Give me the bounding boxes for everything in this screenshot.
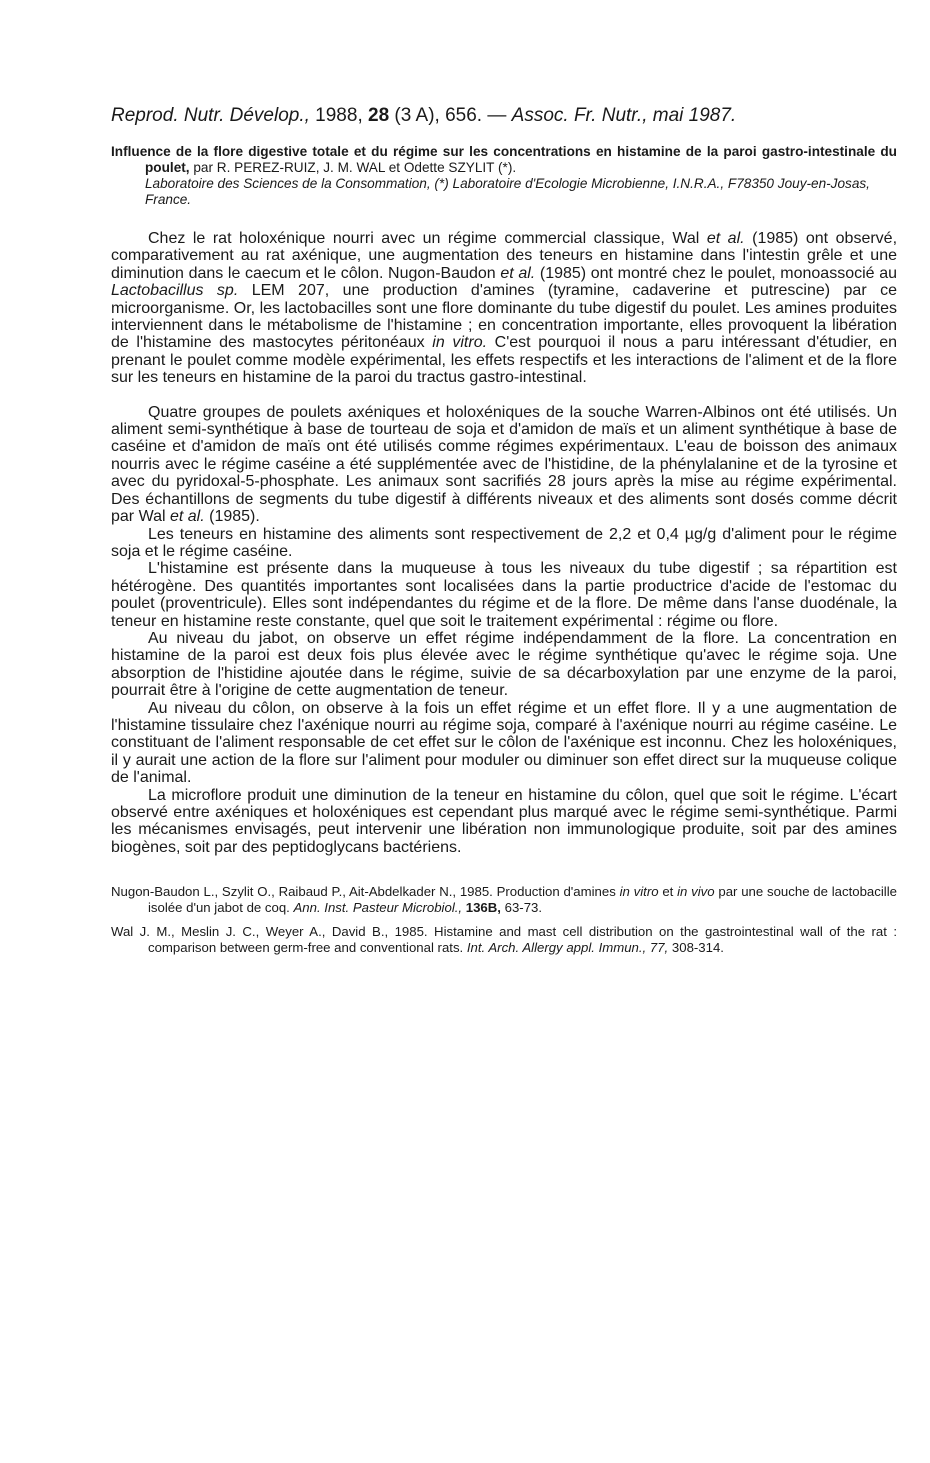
p2-text-c: (1985). (209, 508, 260, 526)
ref2-journal: Int. Arch. Allergy appl. Immun., (466, 940, 647, 956)
ref1-in-vitro: in vitro (619, 884, 659, 900)
paragraph-5: Au niveau du jabot, on observe un effet régime indépendamment de la flore. La concentration en histamine de la paroi est deux fois plus élevée avec le régime synthétique qu'avec le régime soja. Une absorption de l'histidine ajoutée dans le régime, suivie de sa décarboxylation par une enzyme de la paroi, pourrait être à l'origine de cette augmentation de teneur. (111, 629, 897, 700)
header-dash: — (487, 105, 507, 126)
p1-text-i: C'est pourquoi il nous a paru intéressant d'étudier, en prenant le poulet comme modèle expérimental, les effets respectifs et les interactions de l'aliment et de la flore sur les teneurs en histamine de la paroi du tractus gastro-intestinal. (111, 334, 898, 387)
p1-etal-2: et al. (500, 264, 536, 282)
paragraph-2 (111, 404, 897, 526)
meeting-name: Assoc. Fr. Nutr., mai 1987. (511, 105, 737, 126)
ref1-journal: Ann. Inst. Pasteur Microbiol., (293, 900, 463, 916)
journal-volume: 28 (368, 105, 390, 126)
ref2-volume: 77, (649, 940, 669, 956)
ref1-volume: 136B, (465, 900, 501, 916)
journal-name: Reprod. Nutr. Dévelop., (111, 105, 310, 126)
p2-text-a: Quatre groupes de poulets axéniques et holoxéniques de la souche Warren-Albinos ont été utilisés. Un aliment semi-synthétique à base de tourteau de soja et d'amidon de maïs et un aliment synthétique à base de caséine et d'amidon de maïs ont été utilisés comme régimes expérimentaux. L'eau de boisson des animaux nourris avec le régime caséine a été supplémentée avec de l'histidine, de la phénylalanine et de la tyrosine et avec du pyridoxal-5-phosphate. Les animaux sont sacrifiés 28 jours après la mise au régime expérimental. Des échantillons de segments du tube digestif à différents niveaux et des aliments sont dosés comme décrit par Wal (111, 403, 897, 526)
p1-species: Lactobacillus sp. (111, 282, 239, 300)
reference-1 (111, 884, 897, 916)
p1-text-a: Chez le rat holoxénique nourri avec un régime commercial classique, Wal (148, 230, 700, 247)
ref1-pages: 63-73. (504, 900, 543, 916)
ref1-authors: Nugon-Baudon L., Szylit O., Raibaud P., Ait-Abdelkader N., 1985. Production d'amines (111, 884, 616, 900)
paragraph-7: La microflore produit une diminution de la teneur en histamine du côlon, quel que soit le régime. L'écart observé entre axéniques et holoxéniques est cependant plus marqué avec le régime semi-synthétique. Parmi les mécanismes envisagés, peut intervenir une libération non immunologique produite, soit par des amines biogènes, soit par des peptidoglycans bactériens. (111, 786, 897, 856)
p1-in-vitro: in vitro. (432, 334, 488, 352)
page (111, 104, 897, 964)
journal-header (111, 104, 897, 128)
journal-year: 1988, (315, 105, 363, 126)
p1-text-g: LEM 207, une production d'amines (tyramine, cadaverine et putrescine) par ce microorganisme. Or, les lactobacilles sont une flore dominante du tube digestif du poulet. Les amines produites interviennent dans le métabolisme de l'histamine ; en concentration importante, elles provoquent la libération de l'histamine des mastocytes péritonéaux (111, 282, 897, 352)
ref1-in-vivo: in vivo (677, 884, 715, 900)
article-affiliation: Laboratoire des Sciences de la Consommation, (*) Laboratoire d'Ecologie Microbienne, I.N.R.A., F78350 Jouy-en-Josas, France. (145, 176, 870, 207)
paragraph-4: L'histamine est présente dans la muqueuse à tous les niveaux du tube digestif ; sa répartition est hétérogène. Des quantités importantes sont localisées dans la partie productrice d'acide de l'estomac du poulet (proventricule). Elles sont indépendantes du régime et de la flore. De même dans l'anse duodénale, la teneur en histamine reste constante, quel que soit le traitement expérimental : régime ou flore. (111, 560, 897, 630)
title-line (111, 144, 897, 176)
ref1-text: par une souche de lactobacille isolée d'un jabot de coq. (148, 884, 897, 916)
ref1-et: et (662, 884, 674, 900)
article-heading (111, 144, 897, 208)
reference-2 (111, 924, 897, 956)
p1-text-c: (1985) ont observé, comparativement au rat axénique, une augmentation des teneurs en histamine dans l'intestin grêle et une diminution dans le caecum et le côlon. Nugon-Baudon (111, 230, 898, 282)
ref2-authors: Wal J. M., Meslin J. C., Weyer A., David B., 1985. Histamine and mast cell distribution on the gastrointestinal wall of the rat : comparison between germ-free and conventional rats. (111, 924, 897, 956)
article-body (111, 230, 897, 856)
journal-issue-pages: (3 A), 656. (394, 105, 483, 126)
paragraph-3: Les teneurs en histamine des aliments sont respectivement de 2,2 et 0,4 µg/g d'aliment pour le régime soja et le régime caséine. (111, 525, 897, 560)
ref2-pages: 308-314. (671, 940, 724, 956)
article-title: Influence de la flore digestive totale et du régime sur les concentrations en histamine de la paroi gastro-intestinale du poulet, (111, 144, 897, 175)
p2-etal: et al. (169, 508, 205, 526)
p1-etal-1: et al. (706, 230, 745, 247)
article-authors: par R. PEREZ-RUIZ, J. M. WAL et Odette SZYLIT (*). (193, 160, 517, 175)
p1-text-e: (1985) ont montré chez le poulet, monoassocié au (539, 264, 897, 282)
references (111, 884, 897, 956)
paragraph-1 (111, 230, 897, 387)
paragraph-6: Au niveau du côlon, on observe à la fois un effet régime et un effet flore. Il y a une augmentation de l'histamine tissulaire chez l'axénique nourri au régime soja, comparé à l'axénique nourri au régime caséine. Le constituant de l'aliment responsable de cet effet sur le côlon de l'axénique est inconnu. Chez les holoxéniques, il y aurait une action de la flore sur l'aliment pour moduler ou diminuer son effet direct sur la muqueuse colique de l'animal. (111, 699, 897, 787)
